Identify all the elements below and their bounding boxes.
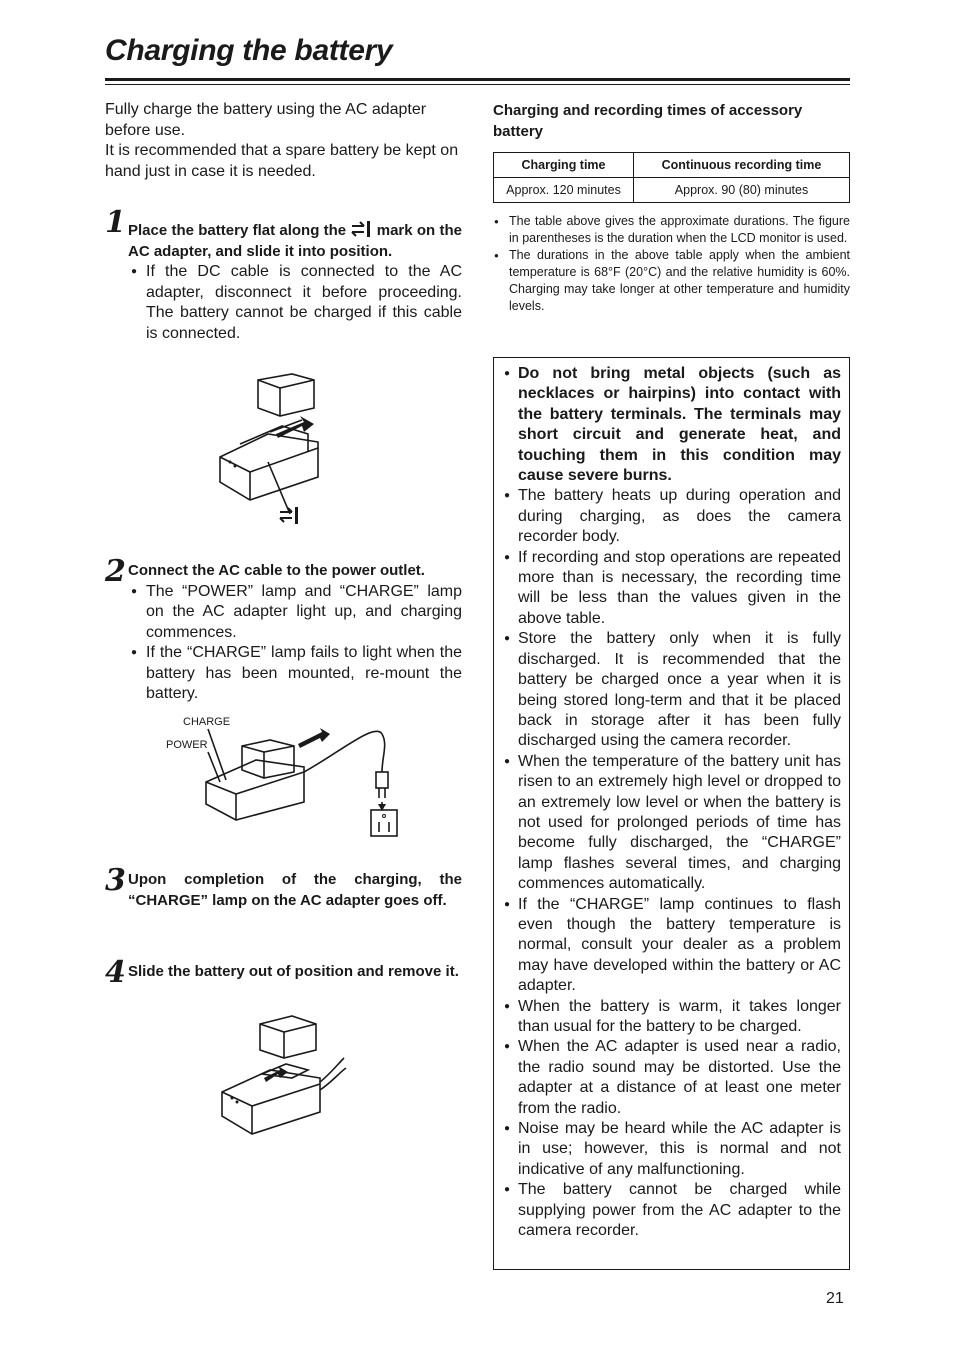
page-number: 21 — [826, 1290, 844, 1307]
step-bullets — [128, 262, 462, 344]
adapter-outlet-illustration — [160, 712, 410, 842]
step-1 — [105, 205, 463, 344]
caution-item: ● If recording and stop operations are repeated more than is necessary, the recording time will be less than the values given in the above table. — [504, 548, 841, 630]
step-number: 3 — [105, 863, 126, 898]
step-heading: Upon completion of the charging, the “CHARGE” lamp on the AC adapter goes off. — [128, 871, 462, 909]
step-bullets — [128, 582, 462, 705]
table-row — [494, 178, 850, 203]
caution-item: ● When the AC adapter is used near a radio, the radio sound may be distorted. Use the adapter at a distance of at least one meter from the radio. — [504, 1037, 841, 1119]
intro-paragraph-2: It is recommended that a spare battery be kept on hand just in case it is needed. — [105, 142, 459, 180]
step-number: 1 — [105, 205, 126, 240]
step-4 — [105, 955, 462, 990]
title-rule-thin — [105, 84, 850, 85]
caution-item: ● When the temperature of the battery unit has risen to an extremely high level or dropped to an extremely low level or when the battery is not used for prolonged periods of time has become fully discharged, the “CHARGE” lamp flashes several times, and charging commences automatically. — [504, 752, 841, 895]
charge-lamp-label: CHARGE — [183, 716, 231, 728]
table-cell: Approx. 120 minutes — [494, 178, 634, 203]
caution-list — [504, 364, 841, 1241]
step-2 — [105, 554, 462, 705]
caution-item: ● The battery heats up during operation and during charging, as does the camera recorder body. — [504, 486, 841, 547]
table-header-cell: Continuous recording time — [634, 153, 850, 178]
battery-removal-illustration — [212, 1012, 352, 1138]
step-heading: Slide the battery out of position and remove it. — [128, 963, 459, 980]
recording-times-section — [493, 100, 850, 315]
caution-item: ● Noise may be heard while the AC adapter is in use; however, this is normal and not indicative of any malfunctioning. — [504, 1119, 841, 1180]
section-heading: Charging and recording times of accessory battery — [493, 102, 803, 140]
step-number: 4 — [105, 955, 126, 990]
step-3 — [105, 863, 462, 911]
bullet-item: ● If the DC cable is connected to the AC adapter, disconnect it before proceeding. The battery cannot be charged if this cable is connected. — [128, 262, 462, 344]
note-item: ● The table above gives the approximate durations. The figure in parentheses is the duration when the LCD monitor is used. — [493, 213, 850, 247]
intro — [105, 100, 462, 182]
intro-paragraph-1: Fully charge the battery using the AC adapter before use. — [105, 101, 427, 139]
step-heading-part: mark on the AC adapter, and slide it into position. — [128, 222, 463, 260]
caution-box — [493, 357, 850, 1270]
caution-item: ● The battery cannot be charged while supplying power from the AC adapter to the camera recorder. — [504, 1180, 841, 1241]
caution-item: ● If the “CHARGE” lamp continues to flash even though the battery temperature is normal, consult your dealer as a problem may have developed within the battery or AC adapter. — [504, 895, 841, 997]
power-lamp-label: POWER — [166, 739, 208, 751]
step-heading — [128, 208, 462, 262]
title-rule — [105, 78, 850, 81]
caution-item: ● Store the battery only when it is fully discharged. It is recommended that the battery be charged once a year when it is being stored long-term and that it be placed back in storage after it has been fully discharged using the camera recorder. — [504, 629, 841, 751]
bullet-item: ● The “POWER” lamp and “CHARGE” lamp on the AC adapter light up, and charging commences. — [128, 582, 462, 644]
battery-mount-illustration — [210, 372, 330, 532]
caution-item: ● When the battery is warm, it takes longer than usual for the battery to be charged. — [504, 997, 841, 1038]
page-title: Charging the battery — [105, 34, 393, 67]
note-item: ● The durations in the above table apply when the ambient temperature is 68°F (20°C) and the relative humidity is 60%. Charging may take longer at other temperature and humidity levels. — [493, 247, 850, 315]
table-header-cell: Charging time — [494, 153, 634, 178]
bullet-item: ● If the “CHARGE” lamp fails to light when the battery has been mounted, re-mount the battery. — [128, 643, 462, 705]
caution-item: ● Do not bring metal objects (such as necklaces or hairpins) into contact with the battery terminals. The terminals may short circuit and generate heat, and touching them in this condition may cause severe burns. — [504, 364, 841, 486]
step-number: 2 — [105, 554, 126, 589]
times-table — [493, 152, 850, 203]
table-header-row — [494, 153, 850, 178]
step-heading: Connect the AC cable to the power outlet. — [128, 562, 425, 579]
table-notes — [493, 213, 850, 315]
battery-mount-mark-icon — [350, 221, 372, 237]
table-cell: Approx. 90 (80) minutes — [634, 178, 850, 203]
step-heading-part: Place the battery flat along the — [128, 222, 347, 239]
